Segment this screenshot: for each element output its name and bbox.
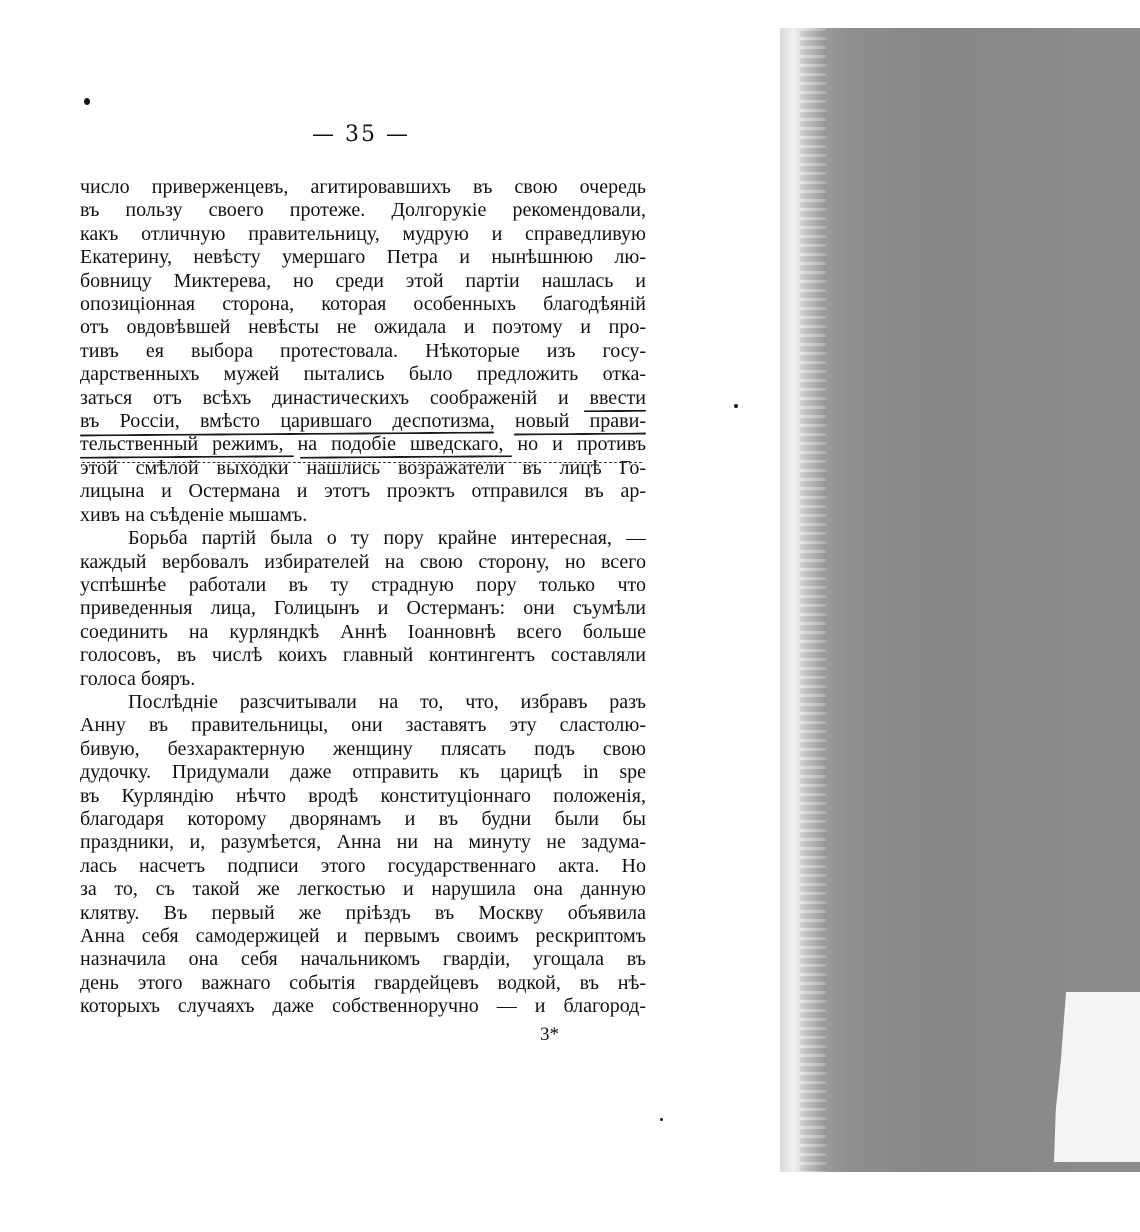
pencil-underline [584, 410, 646, 412]
text-line: Послѣдніе разсчитывали на то, что, избравъ разъ [128, 690, 646, 713]
text-line: лась насчетъ подписи этого государственнаго акта. Но [80, 854, 646, 877]
text-line: Екатерину, невѣсту умершаго Петра и нынѣшнюю лю- [80, 246, 646, 269]
text-line: которыхъ случаяхъ даже собственноручно — и благород- [80, 995, 646, 1018]
text-line: приведенныя лица, Голицынъ и Остерманъ: они съумѣли [80, 597, 646, 620]
text-line: въ пользу своего протеже. Долгорукіе рекомендовали, [80, 199, 646, 222]
text-line: какъ отличную правительницу, мудрую и справедливую [80, 222, 646, 245]
page-fold-edge [800, 28, 826, 1172]
text-line: дарственныхъ мужей пытались было предложить отка- [80, 363, 646, 386]
text-line: въ Россіи, вмѣсто царившаго деспотизма, новый прави- [80, 410, 646, 433]
text-line: клятву. Въ первый же пріѣздъ въ Москву объявила [80, 901, 646, 924]
text-line: Анна себя самодержицей и первымъ своимъ рескриптомъ [80, 925, 646, 947]
text-line: дудочку. Придумали даже отправить къ царицѣ in spe [80, 761, 646, 784]
text-line: число приверженцевъ, агитировавшихъ въ свою очередь [80, 176, 646, 198]
text-line: этой смѣлой выходки нашлись возражатели въ лицѣ Го- [80, 456, 646, 479]
text-line: день этого важнаго событія гвардейцевъ водкой, въ нѣ- [80, 971, 646, 994]
text-line: заться отъ всѣхъ династическихъ соображеній и ввести [80, 386, 646, 409]
page-number: — 35 — [312, 122, 410, 147]
signature-mark: 3* [540, 1024, 559, 1045]
text-line: лицына и Остермана и этотъ проэктъ отправился въ ар- [80, 480, 646, 503]
text-line: тивъ ея выбора протестовала. Нѣкоторые изъ госу- [80, 339, 646, 362]
ink-speck [660, 1118, 663, 1121]
body-text [80, 176, 646, 1019]
text-line: голоса бояръ. [80, 667, 196, 690]
text-line: Борьба партій была о ту пору крайне интересная, — [128, 527, 646, 550]
text-line: соединить на курляндкѣ Аннѣ Іоанновнѣ всего больше [80, 620, 646, 643]
text-line: голосовъ, въ числѣ коихъ главный контингентъ составляли [80, 644, 646, 667]
text-line: тельственный режимъ, на подобіе шведскаго, но и противъ [80, 433, 646, 456]
pencil-dashed-mark [82, 462, 642, 463]
text-line: благодаря которому дворянамъ и въ будни были бы [80, 807, 646, 830]
text-line: успѣшнѣе работали въ ту страдную пору только что [80, 573, 646, 596]
text-line: хивъ на съѣденіе мышамъ. [80, 503, 308, 526]
text-line: отъ овдовѣвшей невѣсты не ожидала и поэтому и про- [80, 316, 646, 339]
text-line: бивую, безхарактерную женщину плясать подъ свою [80, 737, 646, 760]
text-line: каждый вербовалъ избирателей на свою сторону, но всего [80, 550, 646, 573]
ink-speck [734, 404, 738, 408]
text-line: праздники, и, разумѣется, Анна ни на минуту не задума- [80, 831, 646, 854]
text-line: Анну въ правительницы, они заставятъ эту сластолю- [80, 714, 646, 737]
text-line: назначила она себя начальникомъ гвардіи, угощала въ [80, 948, 646, 971]
text-line: бовницу Миктерева, но среди этой партіи нашлась и [80, 269, 646, 292]
text-line: опозиціонная сторона, которая особенныхъ благодѣяній [80, 293, 646, 316]
text-line: за то, съ такой же легкостью и нарушила она данную [80, 878, 646, 901]
paper-scrap [1054, 992, 1140, 1162]
ink-speck [84, 98, 90, 105]
text-line: въ Курляндію нѣчто вродѣ конституціоннаго положенія, [80, 784, 646, 807]
